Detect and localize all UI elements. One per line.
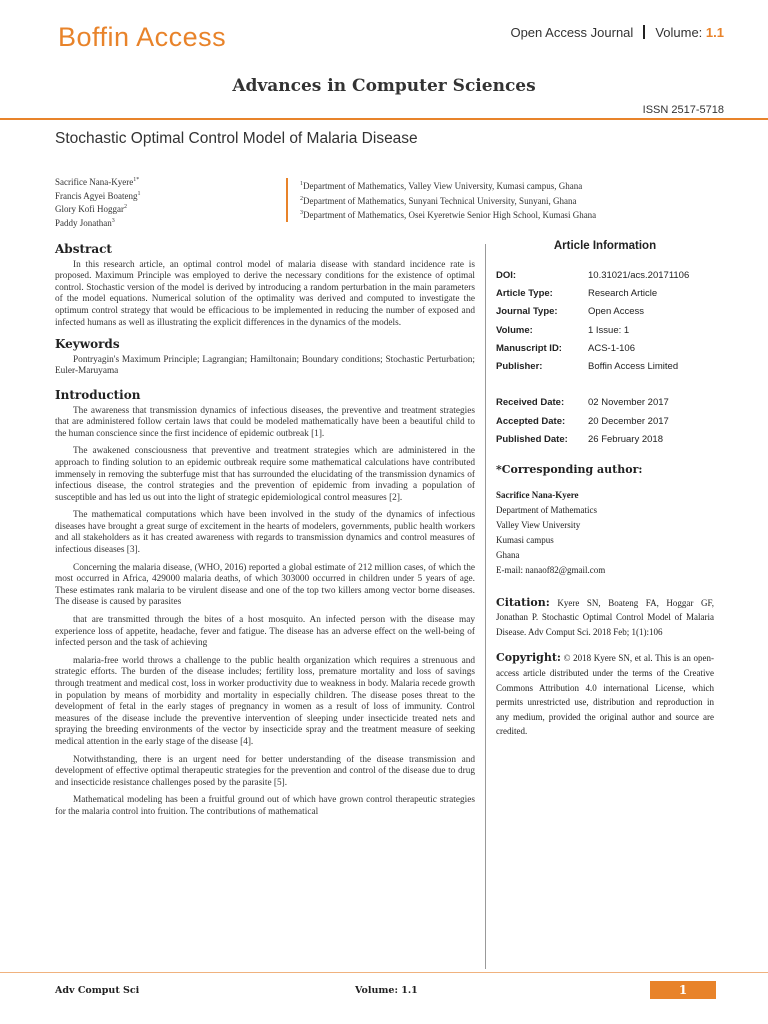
info-row-publisher: Publisher: Boffin Access Limited [496, 361, 679, 373]
intro-paragraph: Notwithstanding, there is an urgent need for better understanding of the disease transmission and development of effective optimal therapeutic strategies for the prevention and control of the disease due to drug and insecticide resistance challenges posed by the parasite [5]. [55, 754, 475, 788]
keywords-heading: Keywords [55, 337, 120, 352]
header-rule [0, 118, 768, 120]
info-row-manuscript-id: Manuscript ID: ACS-1-106 [496, 342, 635, 354]
column-divider [485, 244, 486, 969]
author-list [55, 175, 141, 229]
abstract-heading: Abstract [55, 242, 112, 256]
journal-title: Advances in Computer Sciences [232, 76, 536, 96]
affiliation: $^1$Department of Mathematics, Valley View University, Kumasi campus, Ghana [300, 181, 583, 191]
affiliation-list [286, 178, 596, 222]
copyright-text: © 2018 Kyere SN, et al. This is an open-access article distributed under the terms of the Creative Commons Attribution 4.0 international License, which permits unrestricted use, distribution and reproduction in any medium, provided the original author and source are credited. [496, 653, 714, 737]
footer-journal-abbrev: Adv Comput Sci [55, 985, 140, 996]
meta-separator [643, 25, 645, 39]
introduction-heading: Introduction [55, 387, 141, 402]
footer-volume: Volume: 1.1 [355, 985, 418, 996]
citation-block [496, 596, 714, 640]
intro-paragraph: The mathematical computations which have been involved in the study of the dynamics of infectious diseases have brought a great surge of excitement in the hearts of modelers, governments, public health workers and all stakeholders as it has created awareness with regards to transmission dynamics and control measures of infectious diseases [3]. [55, 510, 475, 556]
abstract-text: In this research article, an optimal control model of malaria disease with standard incidence rate is proposed. Maximum Principle was employed to derive the necessary conditions for the existence of optimal control. Stochastic version of the model is derived by introducing a random perturbation in the main parameters of the model equations. Numerical solution of the optimality was derived and computed to investigate the optimum control strategy that would be efficacious to be implemented in reducing the number of exposed and infected humans as well as illustrating the explicit differences in the dynamics of the models. [55, 259, 475, 328]
affiliation: $^3$Department of Mathematics, Osei Kyeretwie Senior High School, Kumasi Ghana [300, 210, 597, 220]
footer-rule [0, 972, 768, 973]
intro-paragraph: The awareness that transmission dynamics of infectious diseases, the preventive and treatment strategies that are administered follow certain laws that could be modeled mathematically have been a beautiful child to the human conscience since the first incidence of epidemic outbreak [1]. [55, 405, 475, 439]
article-info-heading: Article Information [553, 240, 657, 252]
journal-type: Open Access Journal [510, 25, 634, 40]
info-row-doi: DOI: 10.31021/acs.20171106 [496, 266, 714, 284]
info-row-volume: Volume: 1 Issue: 1 [496, 324, 630, 336]
info-row-published: Published Date: 26 February 2018 [496, 434, 663, 446]
intro-paragraph: that are transmitted through the bites of a host mosquito. An infected person with the disease may experience loss of appetite, headache, fever and fatigue. The disease has an adverse effect on the well-being of infected person and the task of achieving [55, 615, 475, 649]
info-row-article-type: Article Type: Research Article [496, 287, 658, 299]
author: Glory Kofi Hoggar$^2$ [55, 204, 127, 214]
citation-label: Citation: [496, 595, 550, 609]
volume-value: 1.1 [705, 25, 724, 40]
logo-text: Boffin Access [58, 22, 227, 52]
copyright-label: Copyright: [496, 651, 561, 665]
publisher-logo [58, 22, 226, 53]
citation-text: Kyere SN, Boateng FA, Hoggar GF, Jonathan P. Stochastic Optimal Control Model of Malaria Disease. Adv Comput Sci. 2018 Feb; 1(1):106 [496, 597, 714, 637]
corresponding-line: Department of Mathematics [496, 504, 597, 515]
doi-value[interactable]: 10.31021/acs.20171106 [588, 269, 690, 281]
affiliation: $^2$Department of Mathematics, Sunyani Technical University, Sunyani, Ghana [300, 195, 577, 206]
issn: ISSN 2517-5718 [642, 104, 724, 116]
corresponding-block [496, 488, 714, 578]
copyright-block [496, 651, 714, 739]
corresponding-name: Sacrifice Nana-Kyere [496, 489, 579, 500]
volume-label: Volume: [655, 25, 703, 40]
info-row-journal-type: Journal Type: Open Access [496, 306, 644, 318]
info-row-received: Received Date: 02 November 2017 [496, 397, 669, 409]
corresponding-line: Ghana [496, 549, 520, 560]
info-row-accepted: Accepted Date: 20 December 2017 [496, 415, 669, 427]
intro-paragraph: Concerning the malaria disease, (WHO, 2016) reported a global estimate of 212 million cases, of which the most occurred in Africa, 429000 malaria deaths, of which 303000 occurred in children under 5 years of age. These estimates rank malaria to be virulent disease and one of the top two killers among vector borne diseases. The disease is caused by parasites [55, 562, 475, 608]
author: Francis Agyei Boateng$^1$ [55, 190, 141, 201]
intro-paragraph: The awakened consciousness that preventive and treatment strategies which are administered in the approach to finding solution to an epidemic outbreak require some mathematical calculations have contributed immensely in removing the subterfuge mist that has surrounded the elucidating of the transmission dynamics of infectious disease, the control strategies and the prevention of epidemic from invading a population of susceptible and has led us out into the light of strategic epidemiological control measures [2]. [55, 446, 475, 503]
author: Sacrifice Nana-Kyere$^{1*}$ [55, 177, 140, 187]
intro-paragraph: malaria-free world throws a challenge to the public health organization which requires a strenuous and strategic efforts. The burden of the disease includes; fertility loss, premature mortality and loss of savings through treatment and medical cost, loss in worker productivity due to weakness in body. Malaria recede growth in population by means of morbidity and mortality in especially children. The disease poses threat to the development of fetal in the early stages of pregnancy in women as a result of loss of immunity. Control measures of the disease include the preventive intervention of sleeping under insecticide treated nets and spraying the breeding environments of the vector by insecticide spray and the treatment measure of seeking medical attention in the early stage of the disease [4]. [55, 655, 475, 747]
article-title: Stochastic Optimal Control Model of Malaria Disease [55, 130, 418, 147]
corresponding-line: Valley View University [496, 519, 581, 530]
article-info-panel [496, 240, 714, 739]
page-number: 1 [650, 981, 716, 999]
intro-paragraph: Mathematical modeling has been a fruitful ground out of which have grown control therapeutic strategies for the malaria control into fruition. The contributions of mathematical [55, 795, 475, 817]
keywords-text: Pontryagin's Maximum Principle; Lagrangian; Hamiltonain; Boundary conditions; Stochastic Perturbation; Euler-Maruyama [55, 354, 475, 377]
author: Paddy Jonathan$^3$ [55, 217, 115, 228]
main-text-column [55, 244, 475, 825]
journal-meta [510, 25, 724, 40]
corresponding-heading: *Corresponding author: [496, 462, 643, 476]
corresponding-line: Kumasi campus [496, 534, 554, 545]
corresponding-email[interactable]: E-mail: nanaof82@gmail.com [496, 564, 606, 575]
